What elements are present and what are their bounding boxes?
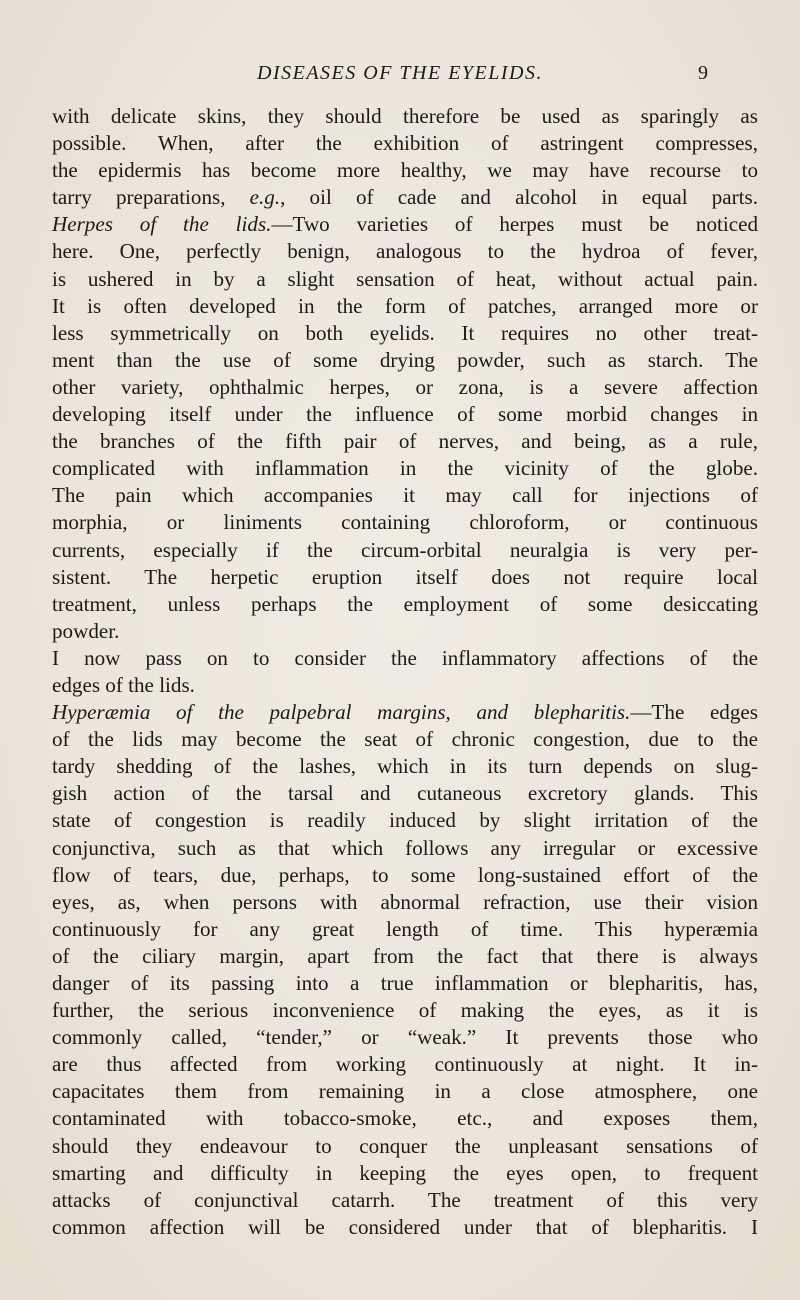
text-line [52,645,758,672]
running-head: DISEASES OF THE EYELIDS. [257,62,543,84]
page-number: 9 [698,62,708,84]
text-segment: —Two varieties of herpes must be noticed [271,212,758,237]
text-line [52,1187,758,1214]
text-line [52,455,758,482]
text-segment: tardy shedding of the lashes, which in its turn depends on slug- [52,754,758,779]
text-line [52,672,758,699]
text-line [52,780,758,807]
text-segment: danger of its passing into a true inflammation or blepharitis, has, [52,971,758,995]
text-segment: continuously for any great length of time. This hyperæmia [52,916,758,941]
text-segment: —The edges [630,700,758,725]
text-segment: conjunctiva, such as that which follows any irregular or excessive [52,835,758,860]
text-line [52,1078,758,1105]
text-segment: of the lids may become the seat of chronic congestion, due to the [52,727,758,752]
text-segment: developing itself under the influence of some morbid changes in [52,402,758,427]
text-line [52,1024,758,1051]
text-segment: flow of tears, due, perhaps, to some long-sustained effort of the [52,862,758,887]
text-segment: possible. When, after the exhibition of astringent compresses, [52,131,758,156]
text-line [52,401,758,428]
text-line [52,753,758,780]
text-line [52,1160,758,1187]
text-line [52,374,758,401]
text-segment: sistent. The herpetic eruption itself does not require local [52,564,758,589]
italic-text: e.g. [249,185,281,210]
italic-text: Hyperæmia of the palpebral margins, and blepharitis. [52,700,631,725]
text-line [52,618,758,645]
text-line [52,103,758,130]
text-line [52,347,758,374]
text-line [52,564,758,591]
text-segment: attacks of conjunctival catarrh. The treatment of this very [52,1187,758,1212]
text-segment: contaminated with tobacco-smoke, etc., and exposes them, [52,1106,758,1131]
text-line [52,266,758,293]
text-segment: here. One, perfectly benign, analogous to the hydroa of fever, [52,239,758,264]
text-line [52,943,758,970]
italic-text: Herpes of the lids. [52,212,272,237]
text-segment: should they endeavour to conquer the unpleasant sensations of [52,1133,758,1158]
text-segment: with delicate skins, they should therefore be used as sparingly as [52,104,758,128]
text-segment: of the ciliary margin, apart from the fact that there is always [52,943,758,968]
text-segment: edges of the lids. [52,672,195,697]
text-segment: complicated with inflammation in the vicinity of the globe. [52,456,758,481]
text-line [52,862,758,889]
text-line [52,293,758,320]
text-line [52,889,758,916]
text-line [52,699,758,726]
text-segment: further, the serious inconvenience of making the eyes, as it is [52,998,758,1023]
text-line [52,184,758,211]
text-segment: common affection will be considered under that of blepharitis. I [52,1214,758,1239]
text-segment: The pain which accompanies it may call for injections of [52,483,758,508]
text-line [52,211,758,238]
text-segment: smarting and difficulty in keeping the eyes open, to frequent [52,1160,758,1185]
text-line [52,130,758,157]
text-segment: commonly called, “tender,” or “weak.” It prevents those who [52,1025,758,1050]
text-line [52,997,758,1024]
text-segment: morphia, or liniments containing chloroform, or continuous [52,510,758,535]
text-segment: ment than the use of some drying powder, such as starch. The [52,347,758,372]
text-line [52,1214,758,1241]
body-text [52,103,758,1241]
text-segment: state of congestion is readily induced by slight irritation of the [52,808,758,833]
text-segment: are thus affected from working continuously at night. It in- [52,1052,758,1077]
text-line [52,835,758,862]
text-line [52,726,758,753]
text-line [52,1105,758,1132]
text-line [52,591,758,618]
text-segment: the branches of the fifth pair of nerves, and being, as a rule, [52,429,758,454]
text-line [52,428,758,455]
text-line [52,157,758,184]
text-line [52,970,758,997]
text-line [52,916,758,943]
text-line [52,537,758,564]
text-segment: , oil of cade and alcohol in equal parts. [280,185,758,210]
text-segment: gish action of the tarsal and cutaneous excretory glands. This [52,781,758,806]
text-line [52,238,758,265]
text-segment: eyes, as, when persons with abnormal refraction, use their vision [52,889,758,914]
text-line [52,320,758,347]
text-segment: less symmetrically on both eyelids. It requires no other treat- [52,320,758,345]
text-line [52,1133,758,1160]
text-segment: I now pass on to consider the inflammatory affections of the [52,645,758,670]
text-line [52,1051,758,1078]
text-segment: treatment, unless perhaps the employment of some desiccating [52,591,758,616]
text-segment: It is often developed in the form of patches, arranged more or [52,293,758,318]
text-line [52,509,758,536]
text-segment: capacitates them from remaining in a close atmosphere, one [52,1079,758,1104]
page-header [0,62,800,86]
text-segment: currents, especially if the circum-orbital neuralgia is very per- [52,537,758,562]
text-line [52,807,758,834]
text-segment: other variety, ophthalmic herpes, or zona, is a severe affection [52,374,758,399]
text-segment: tarry preparations, [52,185,250,210]
text-segment: is ushered in by a slight sensation of heat, without actual pain. [52,266,758,291]
text-segment: the epidermis has become more healthy, we may have recourse to [52,158,758,183]
text-segment: powder. [52,618,120,643]
text-line [52,482,758,509]
